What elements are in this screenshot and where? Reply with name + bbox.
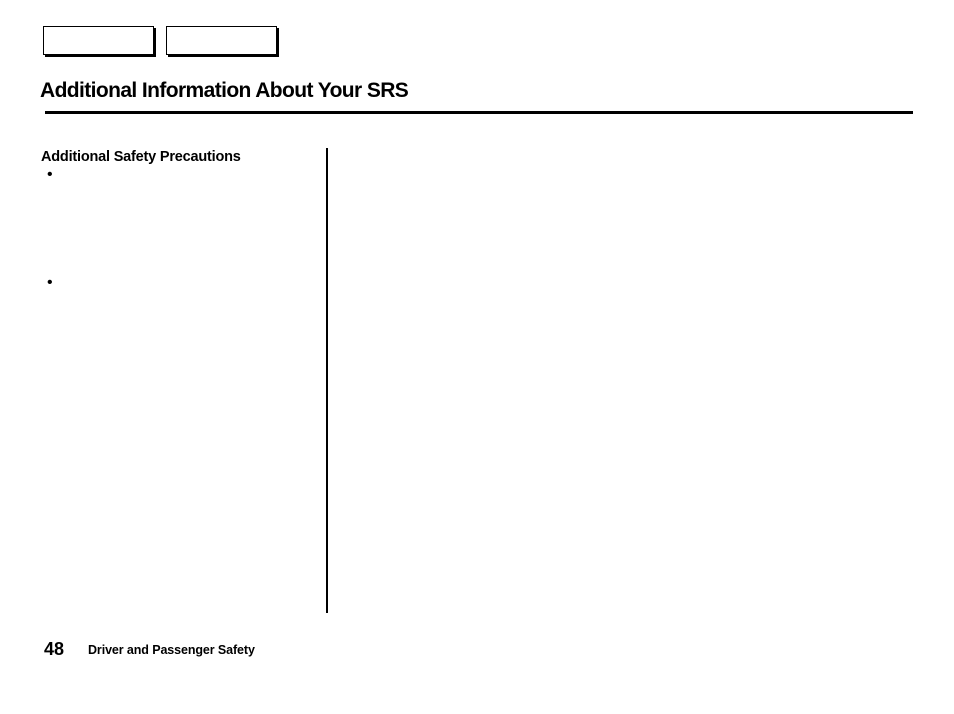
title-divider [45, 111, 913, 114]
bullet-point: • [47, 166, 53, 183]
page-title: Additional Information About Your SRS [40, 79, 409, 102]
next-page-button[interactable] [166, 26, 277, 55]
bullet-point: • [47, 274, 53, 291]
section-heading: Additional Safety Precautions [41, 149, 241, 165]
previous-page-button[interactable] [43, 26, 154, 55]
column-divider [326, 148, 328, 613]
footer-section-name: Driver and Passenger Safety [88, 643, 255, 657]
page-number: 48 [44, 639, 65, 659]
